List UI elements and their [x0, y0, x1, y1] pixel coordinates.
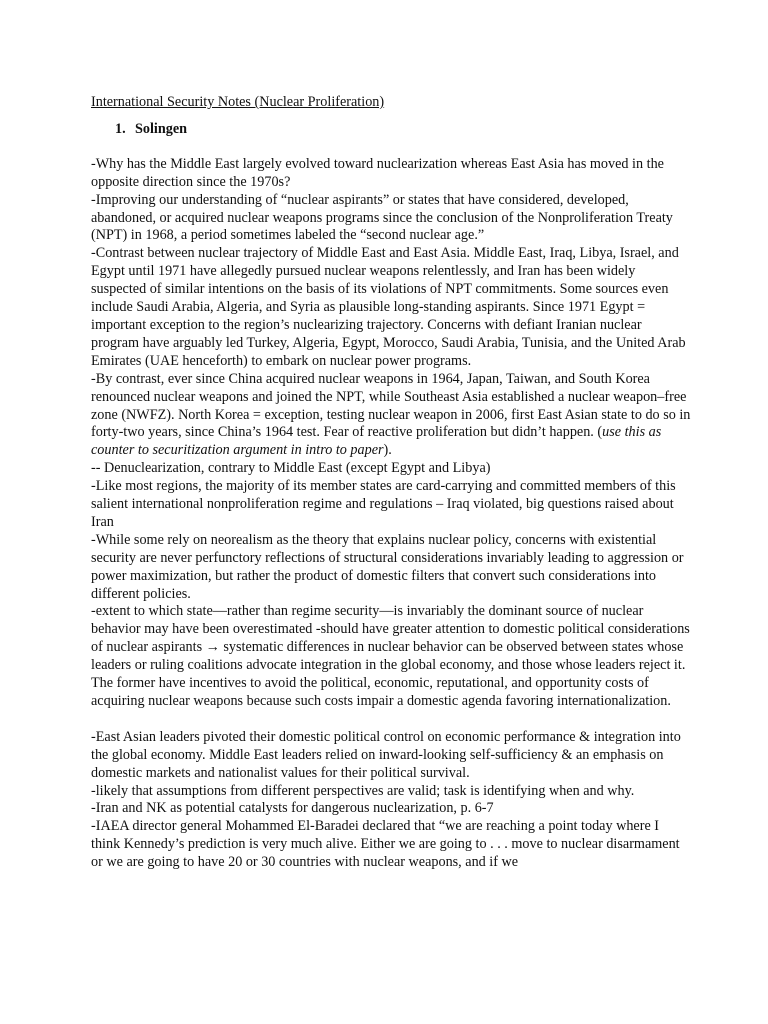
- note-paragraph: -Like most regions, the majority of its member states are card-carrying and committed members of this salient international nonproliferation regime and regulations – Iraq violated, big questions raised about Iran: [91, 478, 676, 530]
- note-paragraph: [91, 371, 691, 461]
- section-number: 1.: [115, 120, 126, 137]
- note-paragraph: -Contrast between nuclear trajectory of Middle East and East Asia. Middle East, Iraq, Libya, Israel, and Egypt until 1971 have allegedly pursued nuclear weapons relentlessly, and Iran has been widely suspected of similar intentions on the basis of its violations of NPT commitments. Some sources even include Saudi Arabia, Algeria, and Syria as plausible long-standing aspirants. Since 1971 Egypt = important exception to the region’s nuclearizing trajectory. Concerns with defiant Iranian nuclear program have arguably led Turkey, Algeria, Egypt, Morocco, Saudi Arabia, Tunisia, and the United Arab Emirates (UAE henceforth) to embark on nuclear power programs.: [91, 245, 686, 369]
- note-italic-text: use this as counter to securitization argument in intro to paper: [91, 424, 662, 459]
- section-title: Solingen: [135, 120, 188, 137]
- note-text: ).: [383, 442, 392, 459]
- note-paragraph: -Why has the Middle East largely evolved toward nuclearization whereas East Asia has moved in the opposite direction since the 1970s?: [91, 155, 664, 190]
- note-text: -By contrast, ever since China acquired nuclear weapons in 1964, Japan, Taiwan, and South Korea renounced nuclear weapons and joined the NPT, while Southeast Asia established a nuclear weapon–free zone (NWFZ). North Korea = exception, testing nuclear weapon in 2006, first East Asian state to do so in forty-two years, since China’s 1964 test. Fear of reactive proliferation but didn’t happen. (: [91, 370, 691, 441]
- document-title: International Security Notes (Nuclear Proliferation): [91, 94, 385, 110]
- note-text: systematic differences in nuclear behavior can be observed between states whose leaders or ruling coalitions advocate integration in the global economy, and those whose leaders reject it. The former have incentives to avoid the political, economic, reputational, and opportunity costs of acquiring nuclear weapons because such costs impair a domestic agenda favoring internationalization.: [91, 639, 686, 709]
- note-paragraph: -While some rely on neorealism as the theory that explains nuclear policy, concerns with existential security are never perfunctory reflections of structural considerations invariably leading to aggression or power maximization, but rather the product of domestic filters that convert such considerations into different policies.: [91, 531, 684, 602]
- note-paragraph: -likely that assumptions from different perspectives are valid; task is identifying when and why.: [91, 782, 635, 799]
- note-paragraph: [91, 603, 691, 710]
- note-text: -extent to which state—rather than regime security—is invariably the dominant source of nuclear behavior may have been overestimated -should have greater attention to domestic political considerations of nuclear aspirants: [91, 603, 690, 656]
- note-paragraph: -IAEA director general Mohammed El-Baradei declared that “we are reaching a point today where I think Kennedy’s prediction is very much alive. Either we are going to . . . move to nuclear disarmament or we are going to have 20 or 30 countries with nuclear weapons, and if we: [91, 818, 680, 871]
- right-arrow-icon: →: [205, 639, 220, 656]
- section-heading: [91, 121, 691, 139]
- note-paragraph: -East Asian leaders pivoted their domestic political control on economic performance & integration into the global economy. Middle East leaders relied on inward-looking self-sufficiency & an emphasis on domestic markets and nationalist values for their political survival.: [91, 728, 681, 781]
- document-page: [91, 94, 691, 872]
- note-paragraph: -Iran and NK as potential catalysts for dangerous nuclearization, p. 6-7: [91, 800, 494, 817]
- note-paragraph: -Improving our understanding of “nuclear aspirants” or states that have considered, developed, abandoned, or acquired nuclear weapons programs since the conclusion of the Nonproliferation Treaty (NPT) in 1968, a period sometimes labeled the “second nuclear age.”: [91, 191, 673, 244]
- notes-body: [91, 156, 691, 872]
- note-paragraph: -- Denuclearization, contrary to Middle East (except Egypt and Libya): [91, 460, 491, 477]
- paragraph-spacer: [91, 711, 691, 729]
